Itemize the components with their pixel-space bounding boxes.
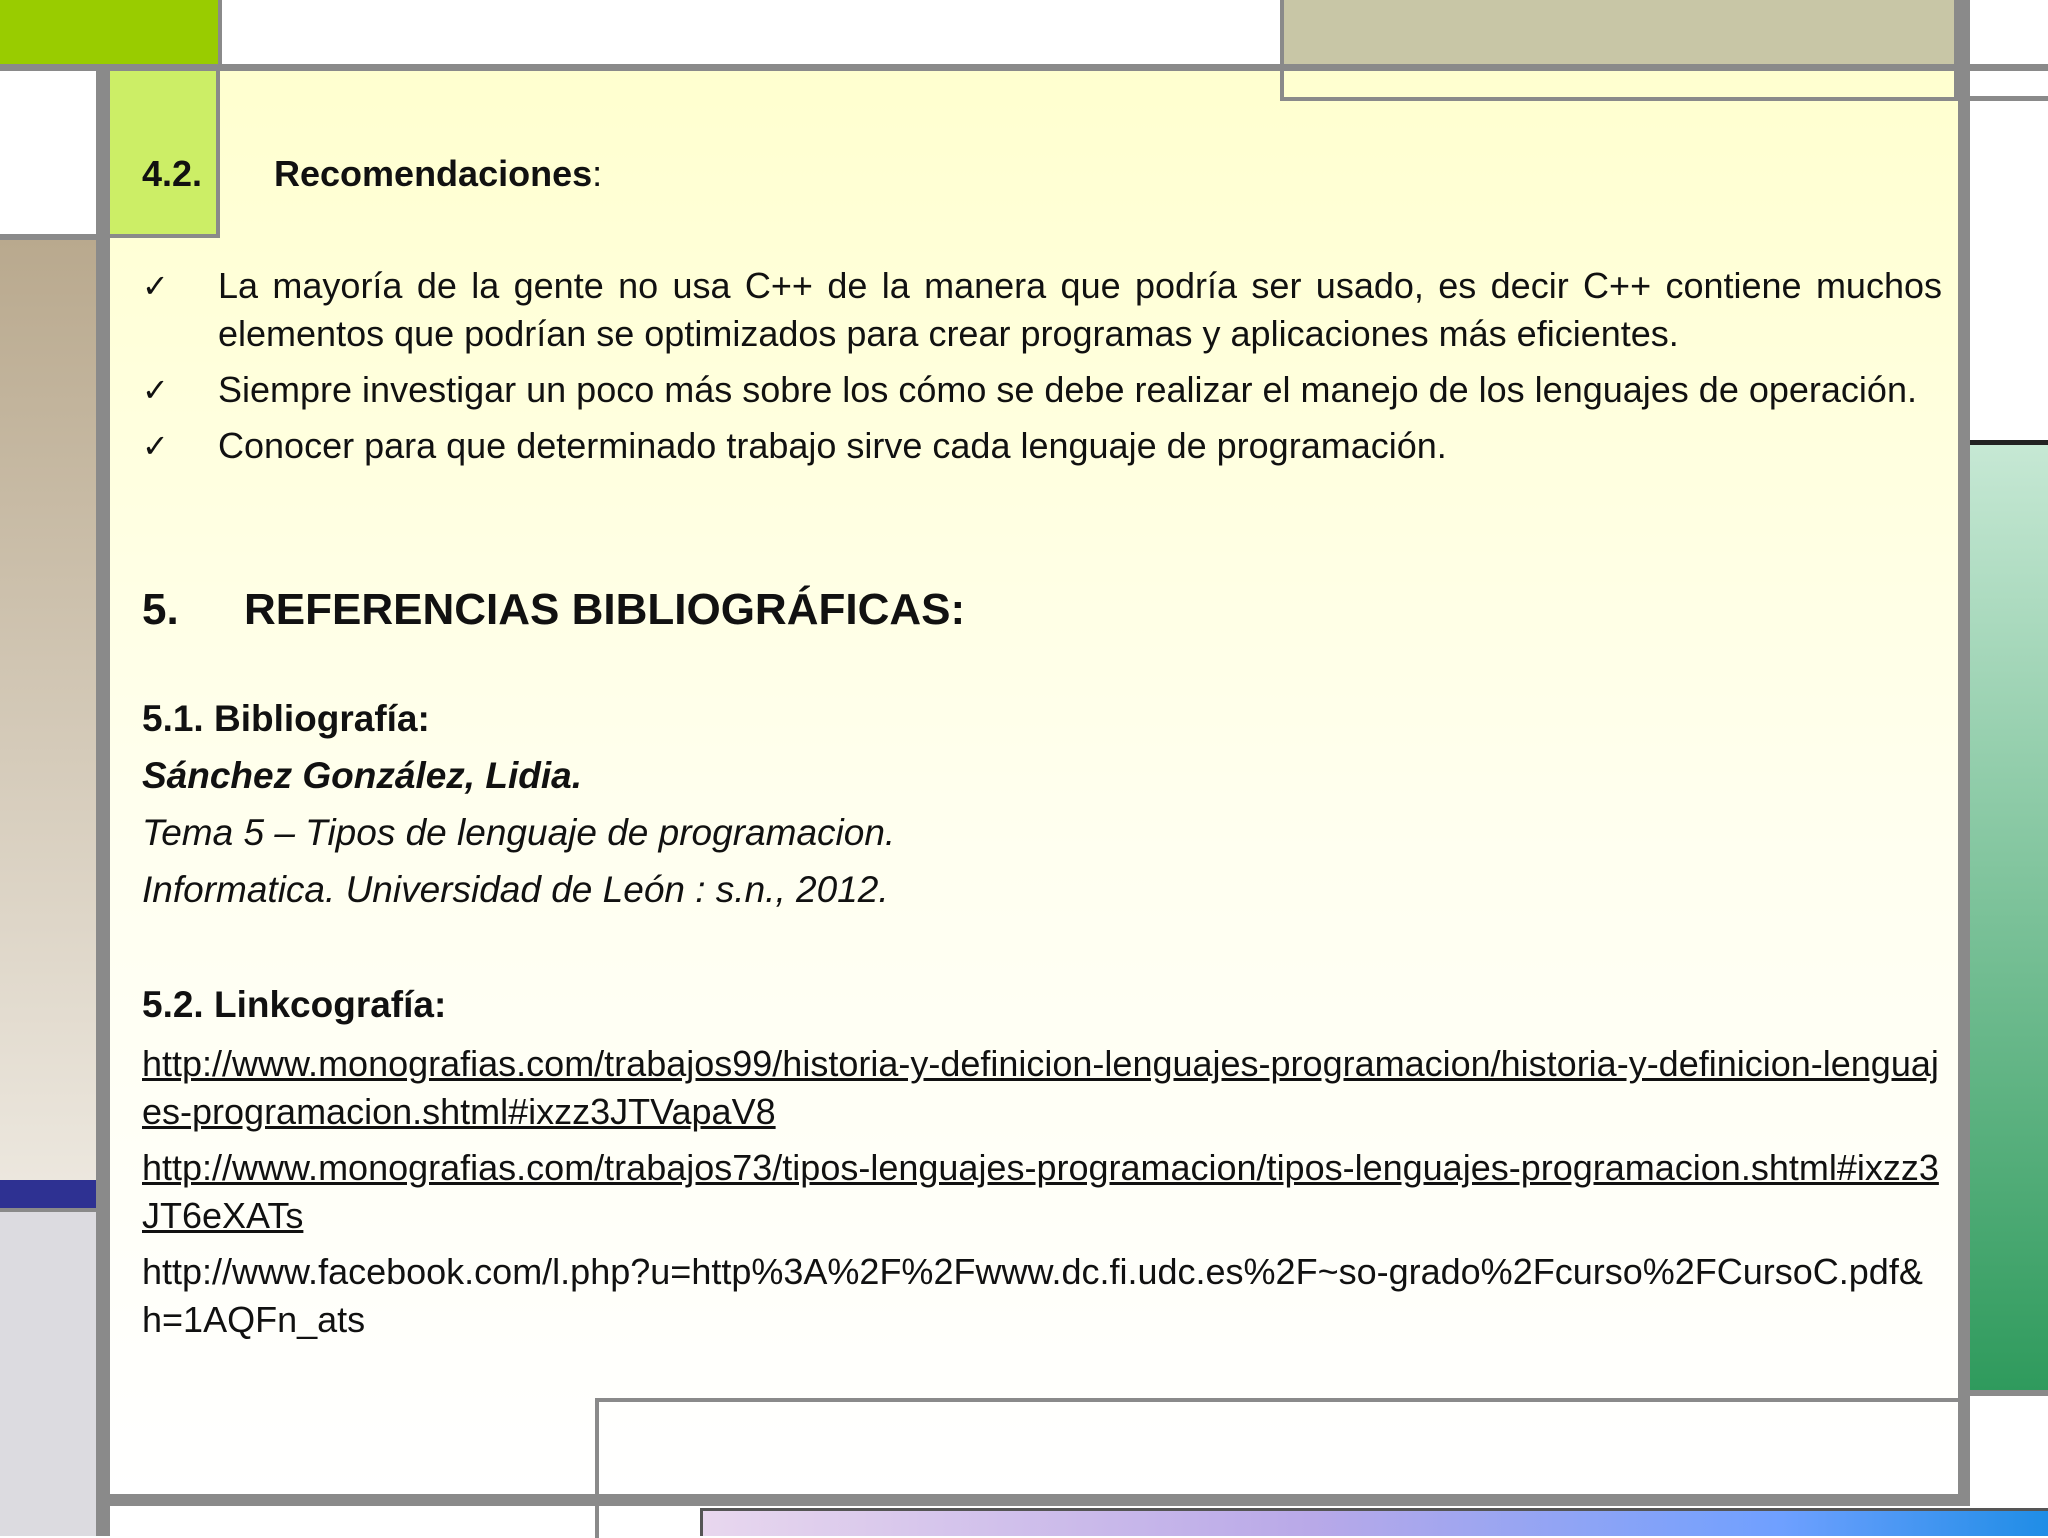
frame-bar-right [1958,0,1970,1500]
list-item [142,262,1942,358]
list-item [142,366,1942,414]
list-item [142,422,1942,470]
bibliography-heading: 5.1. Bibliografía: [142,698,430,739]
recommendation-text: Siempre investigar un poco más sobre los cómo se debe realizar el manejo de los lenguajes de operación. [218,369,1917,410]
frame-bar-right-inner [1968,1390,2048,1396]
top-right-outline [1280,0,1958,101]
left-blue-stripe [0,1180,96,1208]
bibliography-title: Tema 5 – Tipos de lenguaje de programacion. [142,812,896,853]
section-4-2-title: Recomendaciones [274,153,593,194]
reference-link-3: http://www.facebook.com/l.php?u=http%3A%2F%2Fwww.dc.fi.udc.es%2F~so-grado%2Fcurso%2FCursoC.pdf&h=1AQFn_ats [142,1251,1923,1340]
left-grey-panel [0,1210,96,1536]
left-white-panel [0,70,96,238]
frame-bar-left-outer-bottom [0,1208,96,1212]
right-green-panel [1968,445,2048,1395]
frame-bar-top-right [1958,96,2048,101]
reference-link-2[interactable]: http://www.monografias.com/trabajos73/tipos-lenguajes-programacion/tipos-lenguajes-programacion.shtml#ixzz3JT6eXATs [142,1147,1939,1236]
recommendations-list [142,262,1942,478]
section-5-title: REFERENCIAS BIBLIOGRÁFICAS: [244,585,966,634]
reference-link-1[interactable]: http://www.monografias.com/trabajos99/historia-y-definicion-lenguajes-programacion/historia-y-definicion-lenguajes-programacion.shtml#ixzz3JTVapaV8 [142,1043,1939,1132]
recommendation-text: La mayoría de la gente no usa C++ de la manera que podría ser usado, es decir C++ contiene muchos elementos que podrían se optimizados para crear programas y aplicaciones más eficientes. [218,265,1942,354]
frame-bar-green-divider [218,0,222,66]
left-tan-panel [0,240,96,1180]
check-icon: ✓ [142,267,169,305]
check-icon: ✓ [142,371,169,409]
linkography-heading: 5.2. Linkcografía: [142,984,447,1025]
bibliography-author: Sánchez González, Lidia. [142,755,582,796]
bibliography-publisher: Informatica. Universidad de León : s.n., 2012. [142,869,889,910]
frame-bar-left-outer-top [0,234,96,240]
frame-bar-top [0,64,2048,71]
section-4-2-colon: : [592,153,603,194]
frame-bar-left [96,70,110,1536]
section-5-number: 5. [142,585,179,634]
recommendation-text: Conocer para que determinado trabajo sirve cada lenguaje de programación. [218,425,1447,466]
right-black-rule [1962,440,2048,445]
top-left-green-block [0,0,222,64]
section-4-2-number: 4.2. [142,153,203,194]
check-icon: ✓ [142,427,169,465]
bottom-gradient-bar [700,1508,2048,1536]
section-4-2-heading [274,150,602,198]
